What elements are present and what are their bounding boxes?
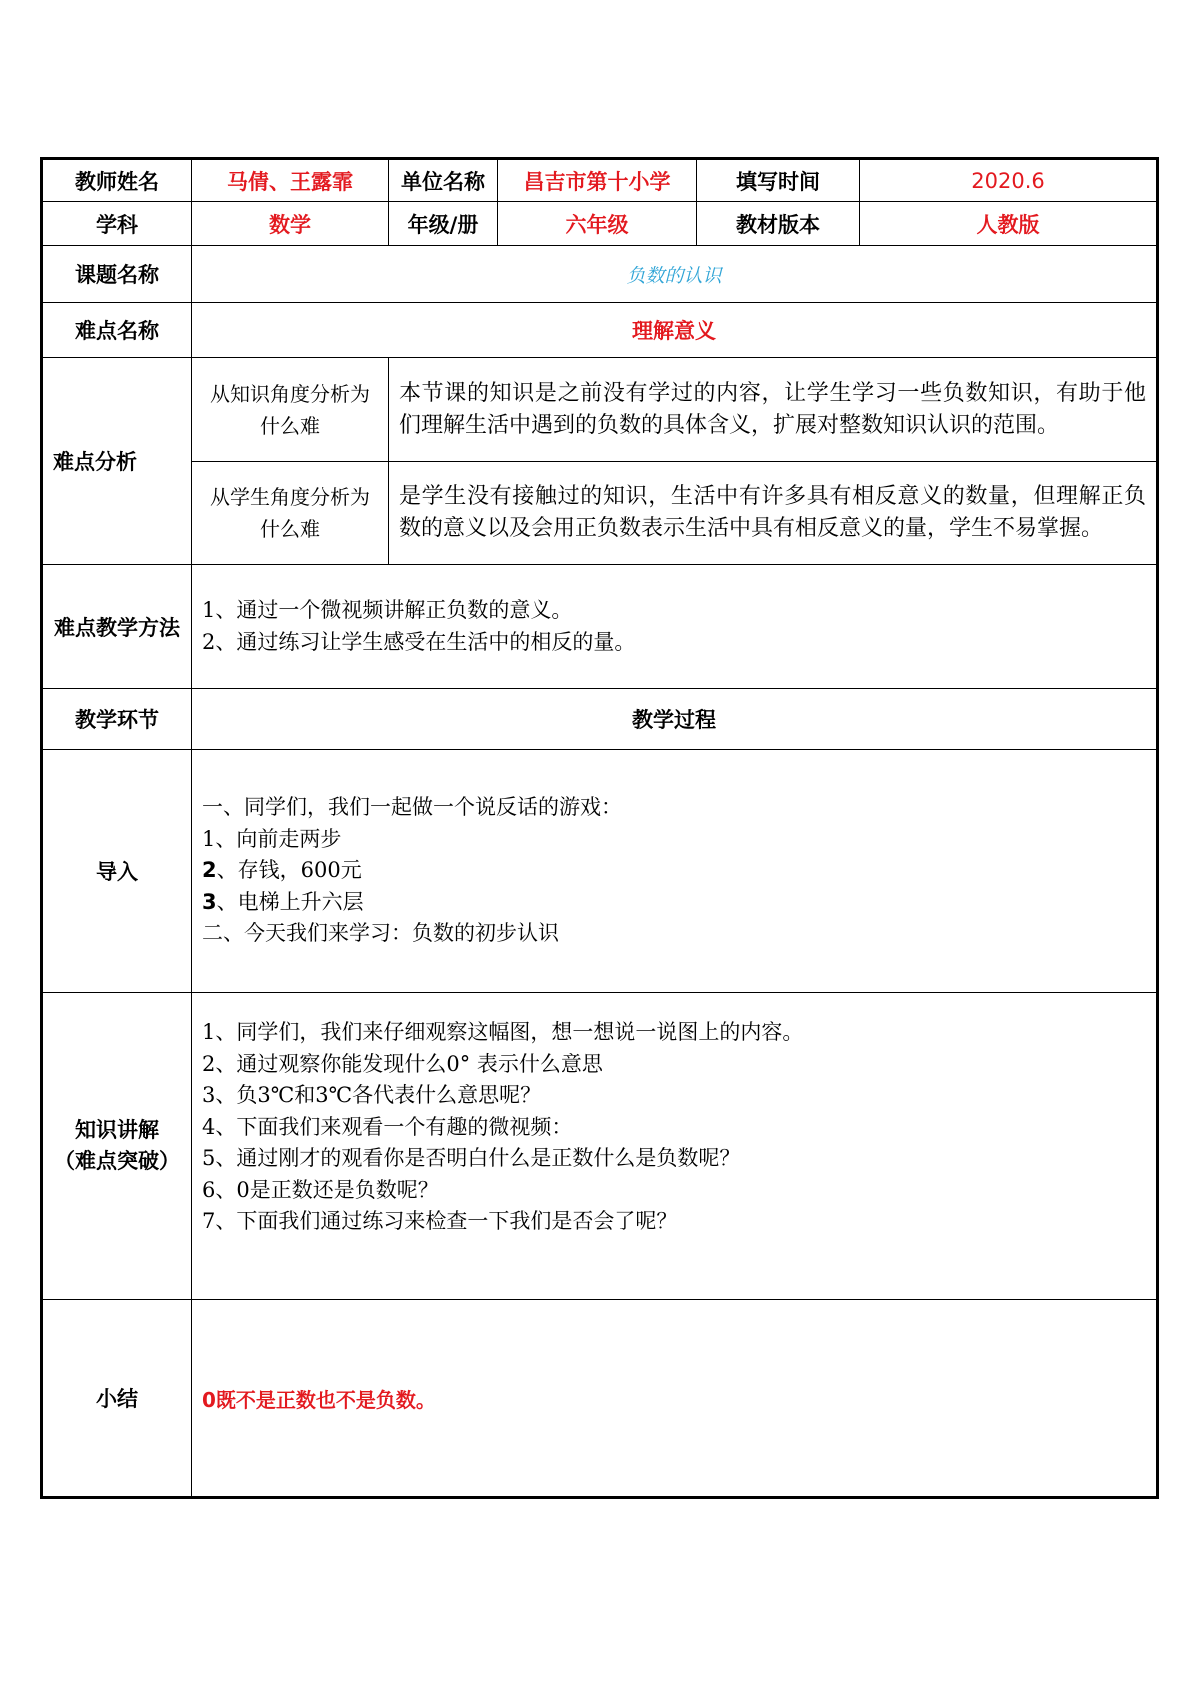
intro-row xyxy=(42,750,1158,993)
lesson-plan-table xyxy=(40,157,1159,1499)
list-item: 二、今天我们来学习：负数的初步认识 xyxy=(202,921,559,946)
fill-time-label: 填写时间 xyxy=(697,159,860,202)
difficulty-value: 理解意义 xyxy=(192,303,1158,358)
topic-label: 课题名称 xyxy=(42,246,192,303)
intro-label: 导入 xyxy=(42,750,192,993)
topic-value: 负数的认识 xyxy=(192,246,1158,303)
analysis-label: 难点分析 xyxy=(42,358,192,565)
process-header-label: 教学过程 xyxy=(192,689,1158,750)
summary-label: 小结 xyxy=(42,1300,192,1498)
knowledge-row xyxy=(42,993,1158,1300)
list-item: 2、通过练习让学生感受在生活中的相反的量。 xyxy=(202,629,636,654)
knowledge-angle-label: 从知识角度分析为什么难 xyxy=(192,358,389,462)
topic-row xyxy=(42,246,1158,303)
unit-name-value: 昌吉市第十小学 xyxy=(498,159,697,202)
process-header-row xyxy=(42,689,1158,750)
intro-content xyxy=(192,750,1158,993)
teacher-name-label: 教师姓名 xyxy=(42,159,192,202)
summary-text: 0既不是正数也不是负数。 xyxy=(192,1300,1158,1498)
header-row-2 xyxy=(42,202,1158,246)
teacher-name-value: 马倩、王露霏 xyxy=(192,159,389,202)
analysis-knowledge-row xyxy=(42,358,1158,462)
knowledge-label-line2: （难点突破） xyxy=(54,1149,180,1173)
analysis-student-row xyxy=(42,462,1158,565)
subject-value: 数学 xyxy=(192,202,389,246)
list-item: 3、负3℃和3℃各代表什么意思呢？ xyxy=(202,1083,542,1107)
knowledge-label-line1: 知识讲解 xyxy=(75,1118,159,1142)
subject-label: 学科 xyxy=(42,202,192,246)
edition-value: 人教版 xyxy=(860,202,1158,246)
list-item xyxy=(202,887,1146,919)
difficulty-label: 难点名称 xyxy=(42,303,192,358)
student-angle-label: 从学生角度分析为什么难 xyxy=(192,462,389,565)
method-row xyxy=(42,565,1158,689)
list-item: 一、同学们，我们一起做一个说反话的游戏： xyxy=(202,795,622,820)
item-text: 、存钱，600元 xyxy=(216,858,362,883)
list-item: 7、下面我们通过练习来检查一下我们是否会了呢？ xyxy=(202,1209,678,1233)
list-item: 2、通过观察你能发现什么0° 表示什么意思 xyxy=(202,1051,603,1076)
student-angle-text: 是学生没有接触过的知识，生活中有许多具有相反意义的数量，但理解正负数的意义以及会用正负数表示生活中具有相反意义的量，学生不易掌握。 xyxy=(389,462,1158,565)
edition-label: 教材版本 xyxy=(697,202,860,246)
item-text: 、电梯上升六层 xyxy=(216,889,364,914)
list-item: 1、同学们，我们来仔细观察这幅图，想一想说一说图上的内容。 xyxy=(202,1020,804,1044)
knowledge-label xyxy=(42,993,192,1300)
fill-time-value: 2020.6 xyxy=(860,159,1158,202)
unit-name-label: 单位名称 xyxy=(389,159,498,202)
list-item: 4、下面我们来观看一个有趣的微视频： xyxy=(202,1114,573,1139)
grade-label: 年级/册 xyxy=(389,202,498,246)
header-row-1 xyxy=(42,159,1158,202)
method-list xyxy=(192,565,1158,689)
knowledge-content xyxy=(192,993,1158,1300)
list-item: 1、通过一个微视频讲解正负数的意义。 xyxy=(202,598,573,622)
grade-value: 六年级 xyxy=(498,202,697,246)
knowledge-angle-text: 本节课的知识是之前没有学过的内容，让学生学习一些负数知识，有助于他们理解生活中遇到的负数的具体含义，扩展对整数知识认识的范围。 xyxy=(389,358,1158,462)
list-item xyxy=(202,855,1146,887)
list-item: 6、0是正数还是负数呢？ xyxy=(202,1177,439,1202)
item-number: 2 xyxy=(202,858,217,883)
summary-row xyxy=(42,1300,1158,1498)
method-label: 难点教学方法 xyxy=(42,565,192,689)
list-item: 1、向前走两步 xyxy=(202,826,342,851)
stage-header-label: 教学环节 xyxy=(42,689,192,750)
list-item: 5、通过刚才的观看你是否明白什么是正数什么是负数呢？ xyxy=(202,1146,741,1170)
item-number: 3 xyxy=(202,889,217,914)
difficulty-row xyxy=(42,303,1158,358)
